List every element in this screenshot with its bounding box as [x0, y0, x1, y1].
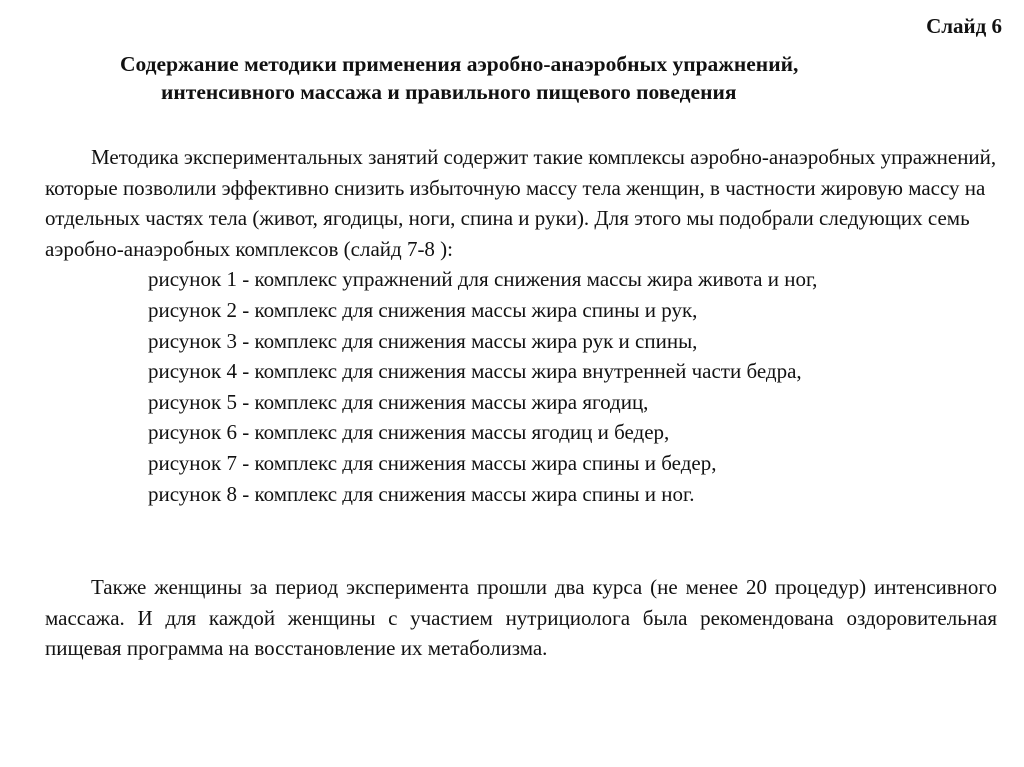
massage-section [45, 572, 997, 664]
figure-list [45, 264, 997, 509]
slide-title [0, 50, 1024, 106]
list-item: рисунок 8 - комплекс для снижения массы жира спины и ног. [148, 481, 695, 506]
list-item: рисунок 4 - комплекс для снижения массы жира внутренней части бедра, [148, 359, 802, 384]
methodology-paragraph: Методика экспериментальных занятий содержит такие комплексы аэробно-анаэробных упражнений, которые позволили эффективно снизить избыточную массу тела женщин, в частности жировую массу на отдельных частях тела (живот, ягодицы, ноги, спина и руки). Для этого мы подобрали следующих семь аэробно-анаэробных комплексов (слайд 7-8 ): [45, 145, 997, 261]
methodology-section [45, 142, 997, 509]
massage-paragraph: Также женщины за период эксперимента прошли два курса (не менее 20 процедур) интенсивного массажа. И для каждой женщины с участием нутрициолога была рекомендована оздоровительная пищевая программа на восстановление их метаболизма. [45, 575, 997, 661]
list-item: рисунок 7 - комплекс для снижения массы жира спины и бедер, [148, 450, 717, 475]
list-item: рисунок 1 - комплекс упражнений для снижения массы жира живота и ног, [148, 267, 818, 292]
list-item: рисунок 5 - комплекс для снижения массы жира ягодиц, [148, 389, 649, 414]
slide-number: Слайд 6 [926, 14, 1002, 38]
title-line-1: Содержание методики применения аэробно-анаэробных упражнений, [120, 52, 799, 76]
list-item: рисунок 3 - комплекс для снижения массы жира рук и спины, [148, 328, 698, 353]
list-item: рисунок 6 - комплекс для снижения массы ягодиц и бедер, [148, 420, 670, 445]
list-item: рисунок 2 - комплекс для снижения массы жира спины и рук, [148, 297, 698, 322]
title-line-2: интенсивного массажа и правильного пищевого поведения [161, 80, 737, 104]
